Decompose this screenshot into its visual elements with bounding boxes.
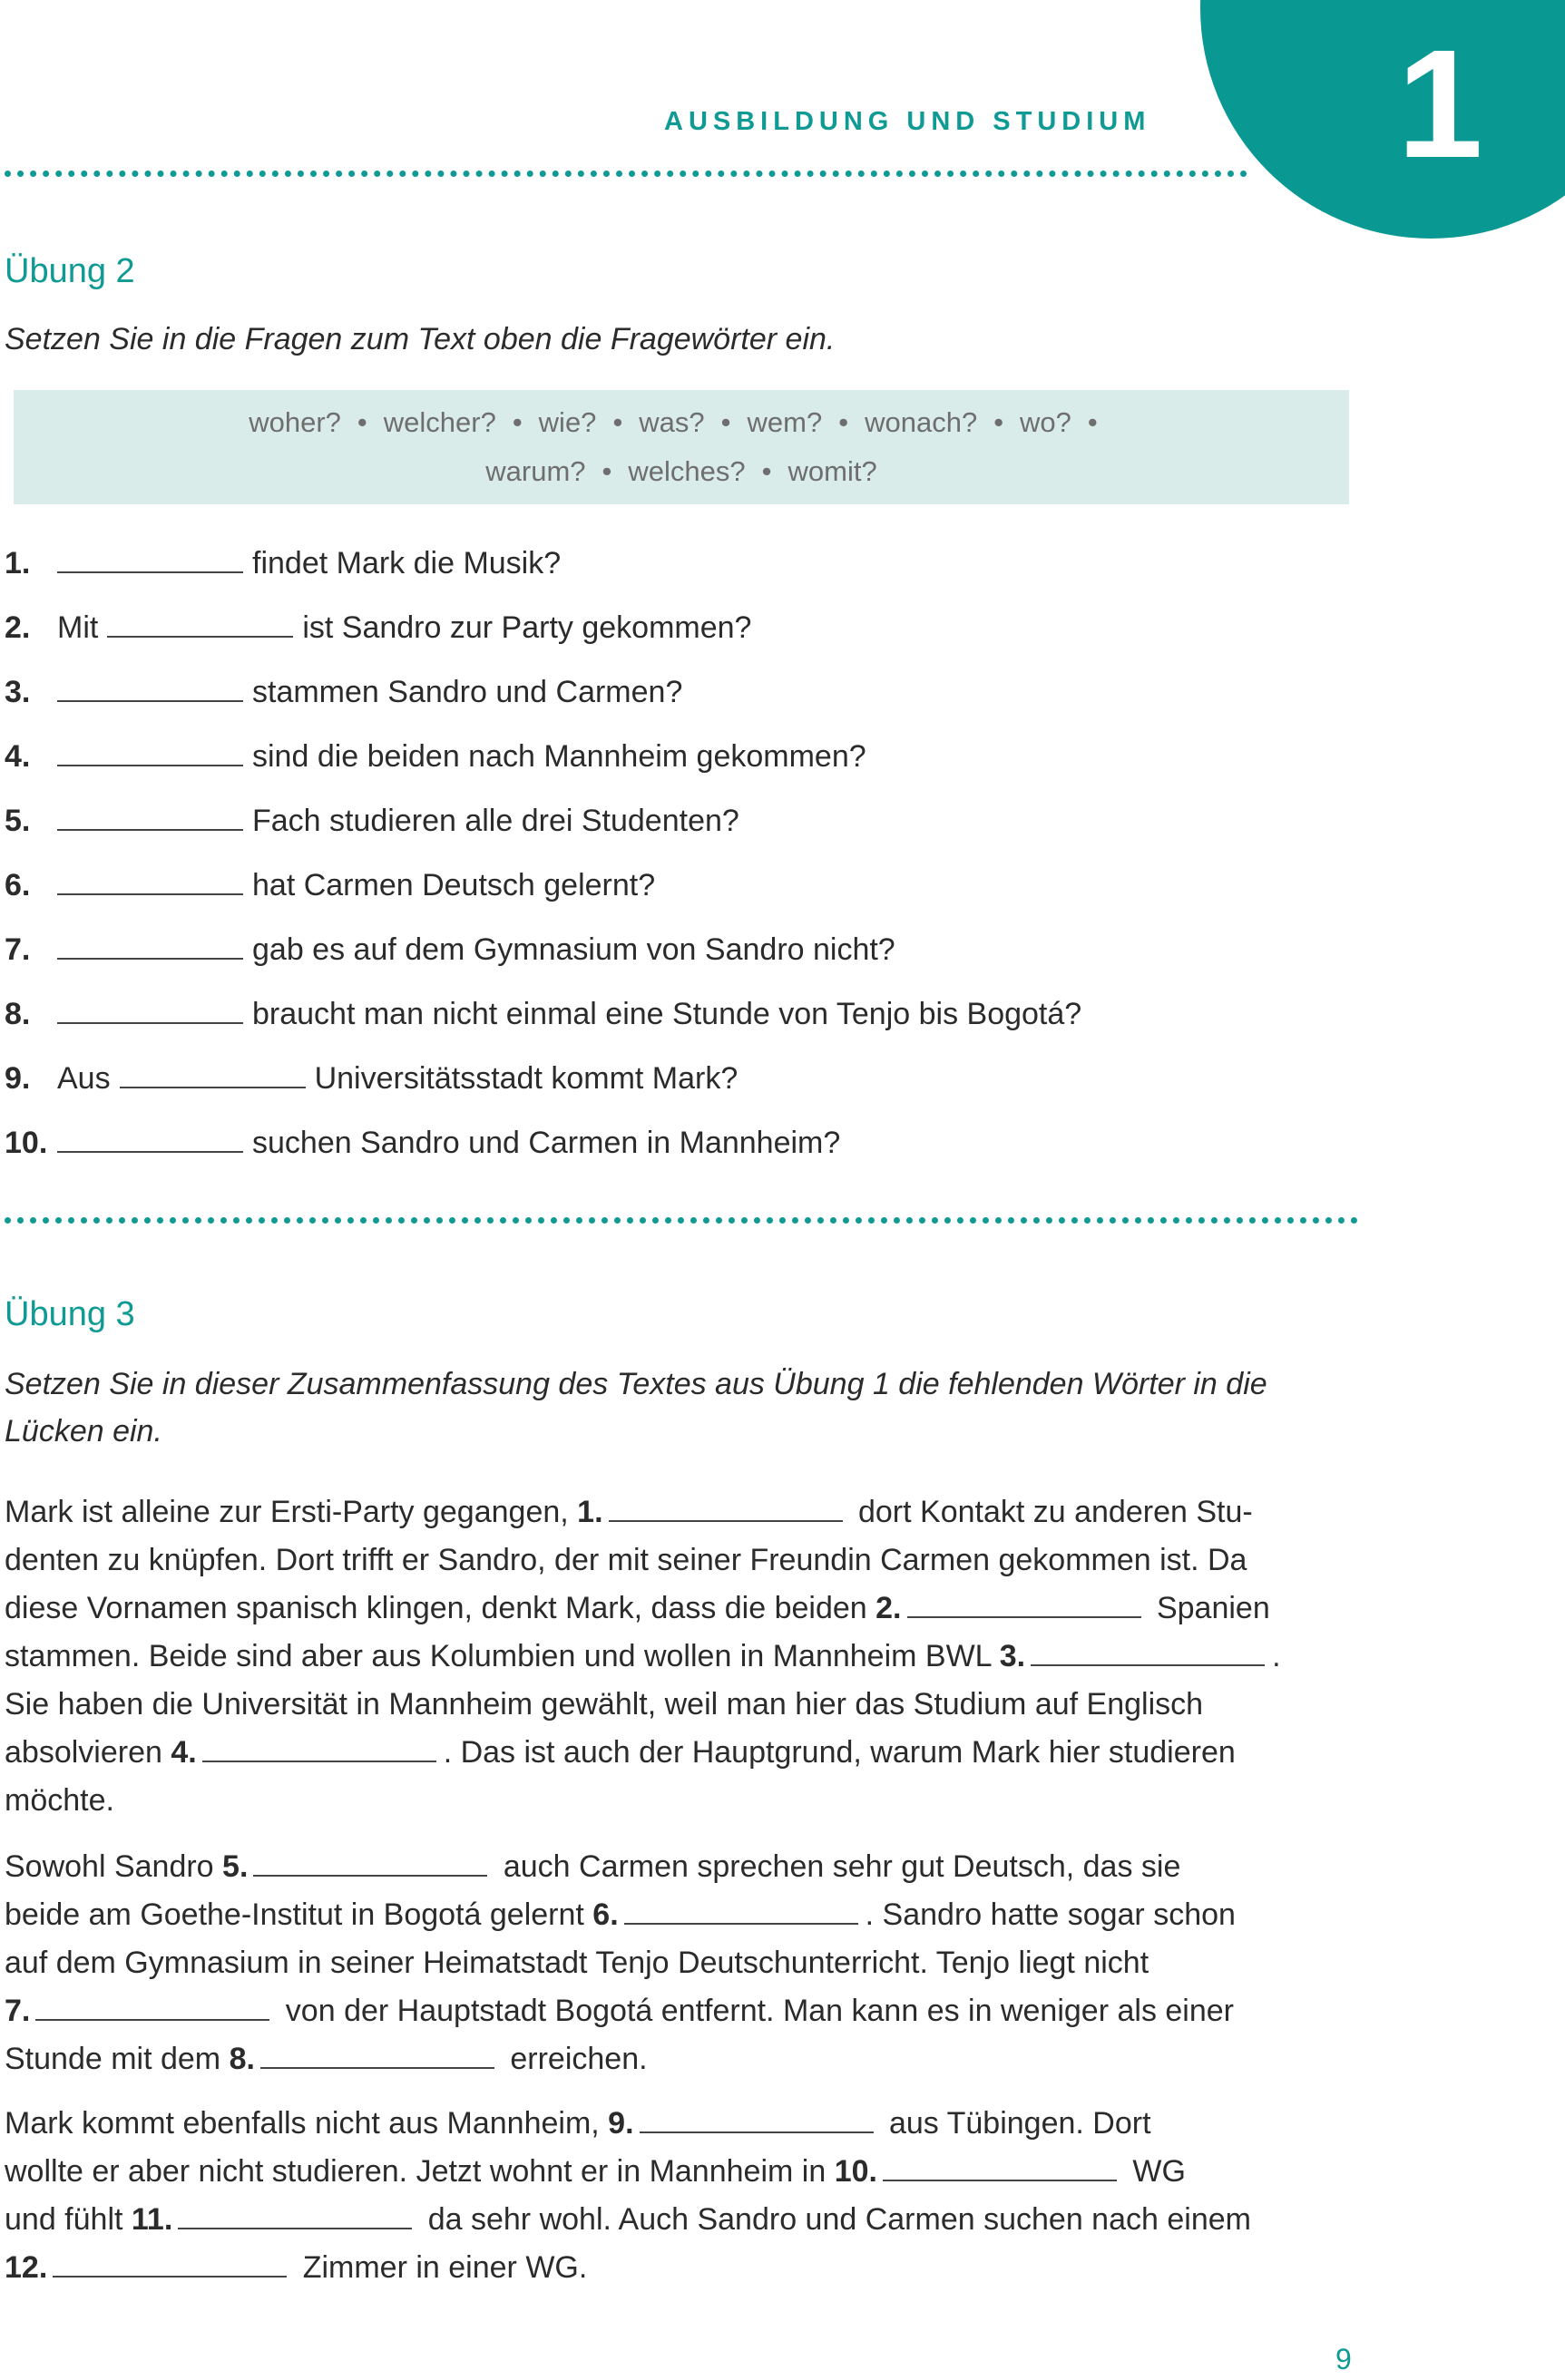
question-number: 6. bbox=[5, 868, 31, 902]
question-text: suchen Sandro und Carmen in Mannheim? bbox=[252, 1126, 841, 1160]
header-divider bbox=[5, 171, 1247, 177]
bullet-separator: • bbox=[512, 406, 523, 438]
word-bank-item: wie? bbox=[538, 406, 597, 438]
question-item bbox=[5, 604, 751, 651]
gap-10[interactable] bbox=[883, 2149, 1117, 2181]
bullet-separator: • bbox=[993, 406, 1004, 438]
exercise-2-title: Übung 2 bbox=[5, 252, 135, 290]
bullet-separator: • bbox=[1087, 406, 1098, 438]
question-item bbox=[5, 862, 655, 909]
question-text: gab es auf dem Gymnasium von Sandro nicht? bbox=[252, 932, 895, 967]
gap-12[interactable] bbox=[53, 2245, 287, 2278]
answer-blank[interactable] bbox=[107, 605, 293, 638]
word-bank-item: woher? bbox=[249, 406, 341, 438]
gap-6[interactable] bbox=[624, 1892, 858, 1925]
question-number: 1. bbox=[5, 546, 31, 580]
question-number: 7. bbox=[5, 932, 31, 967]
question-text: Universitätsstadt kommt Mark? bbox=[314, 1061, 738, 1096]
gap-1[interactable] bbox=[609, 1489, 843, 1522]
summary-paragraph-2: Sowohl Sandro 5. auch Carmen sprechen sehr gut Deutsch, das sie beide am Goethe-Institut in Bogotá gelernt 6. . Sandro hatte sogar schon auf dem Gymnasium in seiner Heimatstadt Tenjo Deutschunterricht. Tenjo liegt nicht 7. von der Hauptstadt Bogotá entfernt. Man kann es in weniger als einer Stunde mit dem 8. erreichen. bbox=[5, 1843, 1352, 2083]
question-number: 8. bbox=[5, 997, 31, 1031]
section-divider bbox=[5, 1217, 1358, 1224]
chapter-circle bbox=[1200, 0, 1565, 239]
answer-blank[interactable] bbox=[57, 927, 243, 960]
answer-blank[interactable] bbox=[120, 1056, 306, 1088]
word-bank-item: welches? bbox=[628, 455, 746, 487]
word-bank-item: welcher? bbox=[383, 406, 496, 438]
answer-blank[interactable] bbox=[57, 991, 243, 1024]
gap-5[interactable] bbox=[253, 1844, 487, 1877]
word-bank-line-1 bbox=[14, 406, 1349, 439]
answer-blank[interactable] bbox=[57, 541, 243, 573]
question-text: sind die beiden nach Mannheim gekommen? bbox=[252, 739, 866, 774]
question-text: stammen Sandro und Carmen? bbox=[252, 675, 683, 709]
bullet-separator: • bbox=[720, 406, 731, 438]
question-number: 10. bbox=[5, 1126, 48, 1160]
page-number: 9 bbox=[1335, 2343, 1352, 2375]
word-bank bbox=[14, 390, 1349, 504]
bullet-separator: • bbox=[602, 455, 612, 487]
summary-paragraph-1: Mark ist alleine zur Ersti-Party gegangen, 1. dort Kontakt zu anderen Stu- denten zu knüpfen. Dort trifft er Sandro, der mit seiner Freundin Carmen gekommen ist. Da diese Vornamen spanisch klingen, denkt Mark, dass die beiden 2. Spanien stammen. Beide sind aber aus Kolumbien und wollen in Mannheim BWL 3. . Sie haben die Universität in Mannheim gewählt, weil man hier das Studium auf Englisch absolvieren 4. . Das ist auch der Hauptgrund, warum Mark hier studieren möchte. bbox=[5, 1488, 1352, 1825]
word-bank-item: wonach? bbox=[865, 406, 978, 438]
bullet-separator: • bbox=[761, 455, 772, 487]
question-item bbox=[5, 540, 561, 587]
question-text: ist Sandro zur Party gekommen? bbox=[302, 610, 752, 645]
word-bank-line-2 bbox=[14, 455, 1349, 488]
question-number: 3. bbox=[5, 675, 31, 709]
instruction-line-1: Setzen Sie in dieser Zusammenfassung des Textes aus Übung 1 die fehlenden Wörter in die bbox=[5, 1367, 1267, 1401]
exercise-2-instruction: Setzen Sie in die Fragen zum Text oben die Fragewörter ein. bbox=[5, 322, 836, 356]
bullet-separator: • bbox=[357, 406, 367, 438]
chapter-number: 1 bbox=[1397, 18, 1483, 190]
question-item bbox=[5, 668, 682, 716]
question-item bbox=[5, 990, 1081, 1038]
question-text: findet Mark die Musik? bbox=[252, 546, 562, 580]
answer-blank[interactable] bbox=[57, 1120, 243, 1153]
gap-8[interactable] bbox=[260, 2036, 494, 2069]
answer-blank[interactable] bbox=[57, 798, 243, 831]
gap-9[interactable] bbox=[640, 2101, 874, 2133]
word-bank-item: was? bbox=[639, 406, 705, 438]
question-text: hat Carmen Deutsch gelernt? bbox=[252, 868, 656, 902]
question-number: 2. bbox=[5, 610, 31, 645]
question-item bbox=[5, 1055, 738, 1102]
question-item bbox=[5, 926, 895, 973]
question-item bbox=[5, 1119, 840, 1166]
exercise-3-instruction bbox=[5, 1361, 1267, 1455]
exercise-3-title: Übung 3 bbox=[5, 1295, 135, 1333]
bullet-separator: • bbox=[612, 406, 623, 438]
question-number: 5. bbox=[5, 804, 31, 838]
question-prefix: Aus bbox=[57, 1061, 111, 1096]
question-item bbox=[5, 733, 866, 780]
gap-7[interactable] bbox=[35, 1988, 269, 2021]
word-bank-item: womit? bbox=[787, 455, 877, 487]
gap-11[interactable] bbox=[178, 2197, 412, 2229]
instruction-line-2: Lücken ein. bbox=[5, 1414, 162, 1448]
question-number: 4. bbox=[5, 739, 31, 774]
question-item bbox=[5, 797, 739, 844]
word-bank-item: wo? bbox=[1020, 406, 1071, 438]
summary-paragraph-3: Mark kommt ebenfalls nicht aus Mannheim, 9. aus Tübingen. Dort wollte er aber nicht studieren. Jetzt wohnt er in Mannheim in 10. WG und fühlt 11. da sehr wohl. Auch Sandro und Carmen suchen nach einem 12. Zimmer in einer WG. bbox=[5, 2100, 1352, 2292]
question-prefix: Mit bbox=[57, 610, 99, 645]
question-text: Fach studieren alle drei Studenten? bbox=[252, 804, 739, 838]
question-number: 9. bbox=[5, 1061, 31, 1096]
word-bank-item: warum? bbox=[485, 455, 586, 487]
section-label: AUSBILDUNG UND STUDIUM bbox=[664, 107, 1151, 136]
gap-3[interactable] bbox=[1031, 1634, 1265, 1666]
word-bank-item: wem? bbox=[747, 406, 823, 438]
gap-2[interactable] bbox=[907, 1585, 1141, 1618]
answer-blank[interactable] bbox=[57, 863, 243, 895]
question-text: braucht man nicht einmal eine Stunde von Tenjo bis Bogotá? bbox=[252, 997, 1082, 1031]
gap-4[interactable] bbox=[202, 1730, 436, 1762]
answer-blank[interactable] bbox=[57, 734, 243, 766]
bullet-separator: • bbox=[838, 406, 849, 438]
answer-blank[interactable] bbox=[57, 669, 243, 702]
